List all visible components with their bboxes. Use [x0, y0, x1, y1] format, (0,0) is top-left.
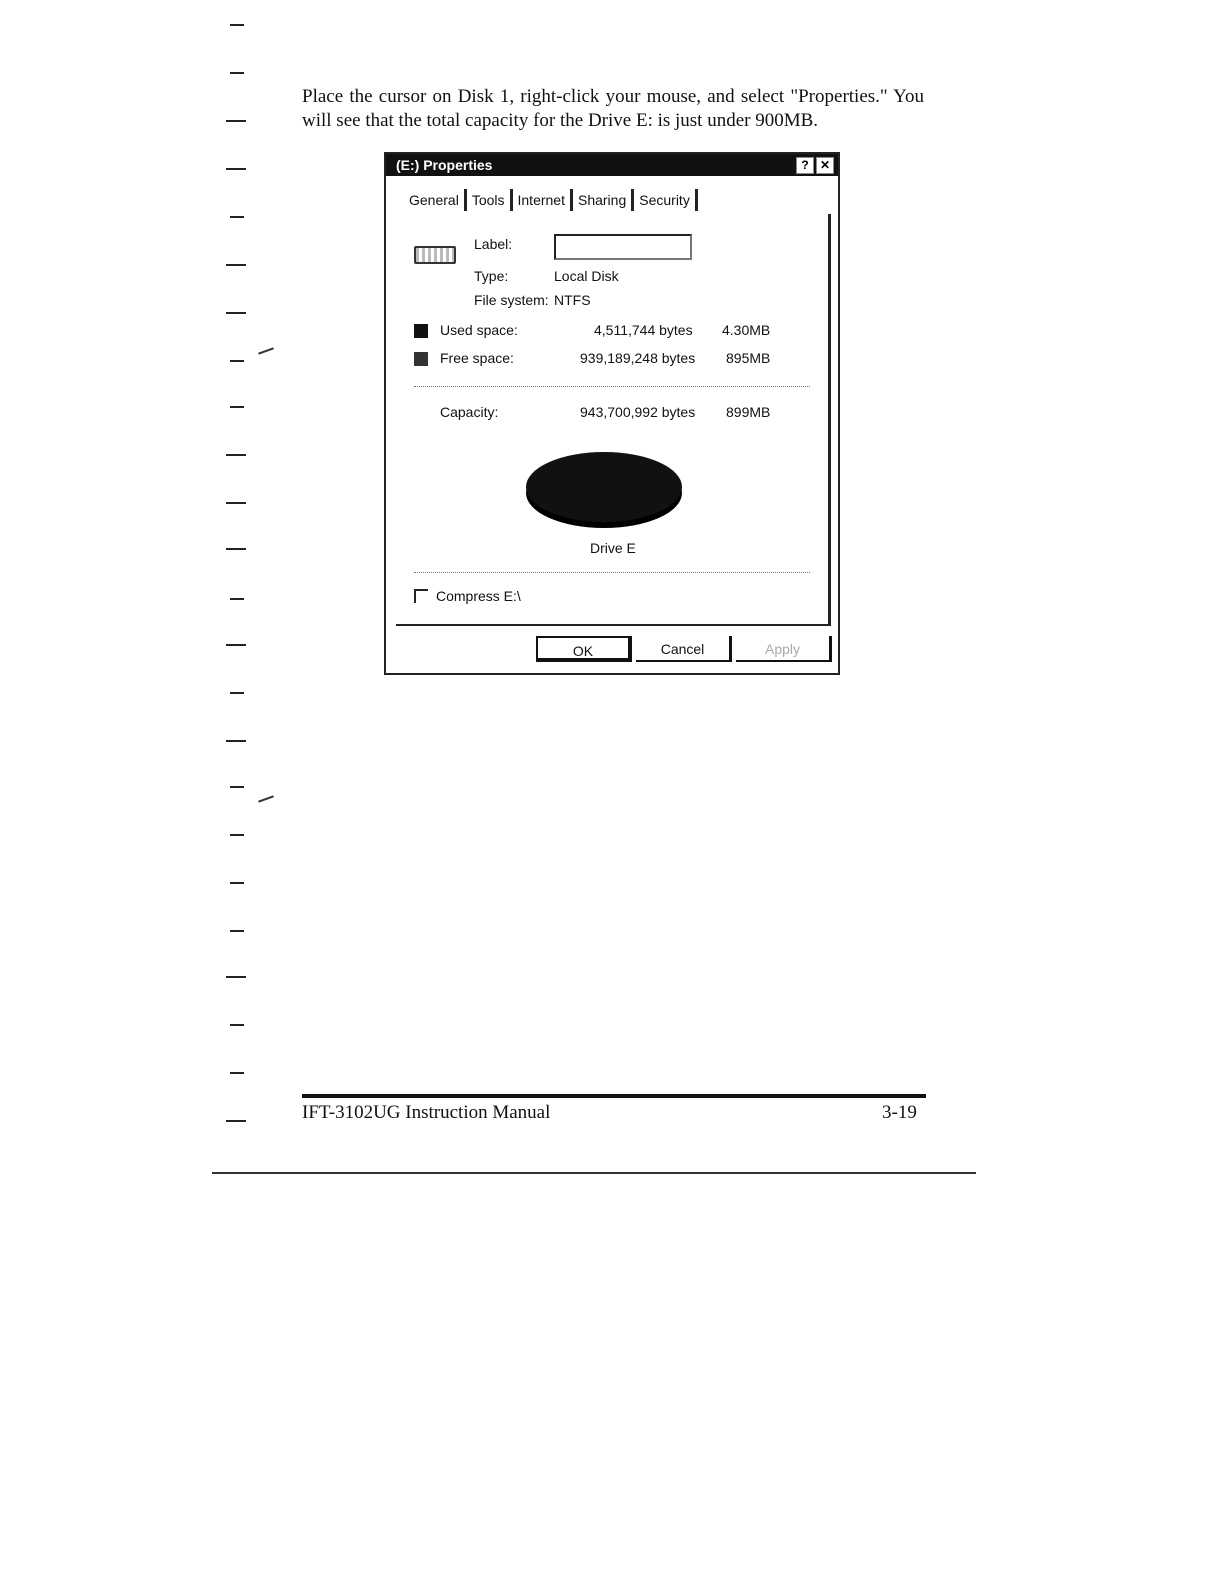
margin-mark: [230, 882, 244, 884]
tab-internet[interactable]: Internet: [510, 189, 570, 211]
margin-mark: [226, 976, 246, 978]
disk-usage-pie: [526, 452, 682, 522]
margin-mark: [230, 692, 244, 694]
tab-general[interactable]: General: [409, 192, 459, 208]
margin-mark: [226, 548, 246, 550]
panel-border: [828, 214, 831, 624]
margin-mark: [226, 1120, 246, 1122]
tab-security[interactable]: Security: [631, 189, 695, 211]
drive-icon: [414, 246, 456, 264]
capacity-bytes: 943,700,992 bytes: [580, 404, 696, 420]
tab-divider: [695, 189, 698, 211]
margin-mark: [230, 24, 244, 26]
properties-dialog: [384, 152, 840, 675]
dialog-title: (E:) Properties: [396, 157, 493, 173]
margin-mark: [226, 740, 246, 742]
margin-mark: [226, 454, 246, 456]
used-space-mb: 4.30MB: [722, 322, 771, 338]
panel-border: [396, 624, 831, 626]
margin-mark: [226, 168, 246, 170]
margin-mark: [226, 502, 246, 504]
label-input[interactable]: [554, 234, 692, 260]
compress-checkbox[interactable]: [414, 589, 428, 603]
free-space-bytes: 939,189,248 bytes: [580, 350, 696, 366]
tab-tools[interactable]: Tools: [464, 189, 510, 211]
margin-mark: [230, 1072, 244, 1074]
label-caption: Label:: [474, 236, 513, 252]
used-space-bytes: 4,511,744 bytes: [594, 322, 693, 338]
stray-mark: [258, 347, 274, 354]
intro-paragraph: Place the cursor on Disk 1, right-click your mouse, and select "Properties." You will see that the total capacity for the Drive E: is just under 900MB.: [302, 86, 924, 131]
used-space-swatch: [414, 324, 428, 338]
free-space-mb: 895MB: [726, 350, 771, 366]
pie-caption: Drive E: [590, 540, 636, 556]
filesystem-value: NTFS: [554, 292, 591, 308]
apply-button[interactable]: Apply: [736, 636, 832, 662]
margin-mark: [230, 930, 244, 932]
help-button[interactable]: ?: [796, 157, 814, 174]
compress-label[interactable]: Compress E:\: [436, 588, 521, 604]
capacity-mb: 899MB: [726, 404, 771, 420]
margin-mark: [230, 598, 244, 600]
margin-mark: [230, 1024, 244, 1026]
free-space-caption: Free space:: [440, 350, 514, 366]
close-button[interactable]: ✕: [816, 157, 834, 174]
footer-rule: [302, 1094, 926, 1098]
ok-button[interactable]: OK: [536, 636, 632, 662]
margin-mark: [230, 834, 244, 836]
margin-mark: [230, 786, 244, 788]
tab-strip: [404, 189, 698, 211]
stray-mark: [258, 795, 274, 802]
separator: [414, 572, 810, 573]
type-value: Local Disk: [554, 268, 619, 284]
margin-mark: [230, 360, 244, 362]
free-space-swatch: [414, 352, 428, 366]
margin-mark: [226, 644, 246, 646]
manual-title: IFT-3102UG Instruction Manual: [302, 1102, 551, 1123]
capacity-caption: Capacity:: [440, 404, 499, 420]
tab-sharing[interactable]: Sharing: [570, 189, 631, 211]
type-caption: Type:: [474, 268, 509, 284]
used-space-caption: Used space:: [440, 322, 518, 338]
margin-mark: [230, 216, 244, 218]
margin-mark: [226, 312, 246, 314]
dialog-titlebar[interactable]: [386, 154, 838, 176]
margin-mark: [226, 120, 246, 122]
margin-mark: [230, 406, 244, 408]
margin-mark: [230, 72, 244, 74]
cancel-button[interactable]: Cancel: [636, 636, 732, 662]
separator: [414, 386, 810, 387]
page-number: 3-19: [882, 1102, 917, 1123]
bottom-rule: [212, 1172, 976, 1174]
margin-mark: [226, 264, 246, 266]
filesystem-caption: File system:: [474, 292, 549, 308]
